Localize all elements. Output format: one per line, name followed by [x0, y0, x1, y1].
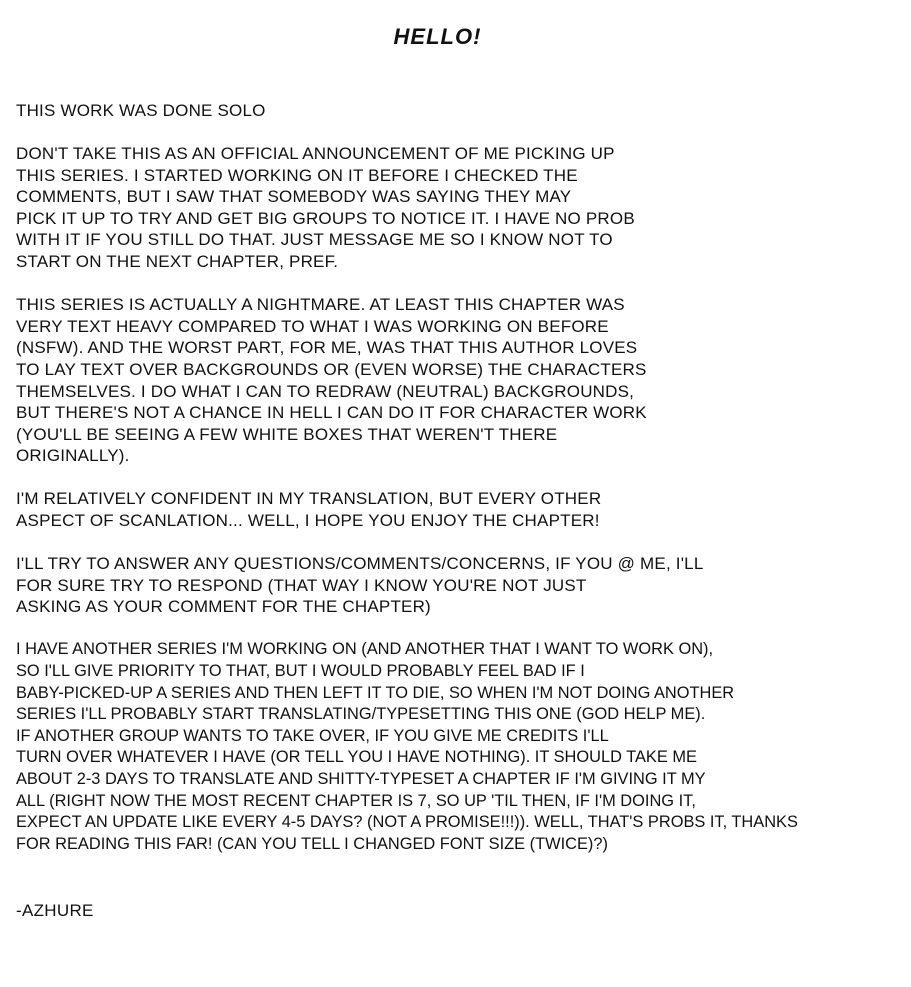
text-line: (NSFW). AND THE WORST PART, FOR ME, WAS THAT THIS AUTHOR LOVES	[16, 338, 638, 358]
text-line: VERY TEXT HEAVY COMPARED TO WHAT I WAS WORKING ON BEFORE	[16, 316, 609, 336]
text-line: IF ANOTHER GROUP WANTS TO TAKE OVER, IF YOU GIVE ME CREDITS I'LL	[16, 726, 609, 745]
text-line: ABOUT 2-3 DAYS TO TRANSLATE AND SHITTY-TYPESET A CHAPTER IF I'M GIVING IT MY	[16, 769, 706, 788]
text-line: EXPECT AN UPDATE LIKE EVERY 4-5 DAYS? (NOT A PROMISE!!!)). WELL, THAT'S PROBS IT, THANKS	[16, 813, 798, 832]
text-line: THIS WORK WAS DONE SOLO	[16, 101, 266, 120]
text-line: ASKING AS YOUR COMMENT FOR THE CHAPTER)	[16, 597, 431, 617]
text-line: SERIES I'LL PROBABLY START TRANSLATING/TYPESETTING THIS ONE (GOD HELP ME).	[16, 705, 706, 724]
text-line: ASPECT OF SCANLATION... WELL, I HOPE YOU ENJOY THE CHAPTER!	[16, 511, 600, 530]
text-line: SO I'LL GIVE PRIORITY TO THAT, BUT I WOULD PROBABLY FEEL BAD IF I	[16, 661, 585, 680]
text-line: FOR SURE TRY TO RESPOND (THAT WAY I KNOW YOU'RE NOT JUST	[16, 575, 587, 595]
text-line: ALL (RIGHT NOW THE MOST RECENT CHAPTER IS 7, SO UP 'TIL THEN, IF I'M DOING IT,	[16, 791, 696, 810]
paragraph-announcement	[16, 143, 909, 273]
text-line: I HAVE ANOTHER SERIES I'M WORKING ON (AND ANOTHER THAT I WANT TO WORK ON),	[16, 640, 714, 659]
text-line: COMMENTS, BUT I SAW THAT SOMEBODY WAS SAYING THEY MAY	[16, 187, 572, 207]
note-body	[16, 100, 909, 877]
text-line: TO LAY TEXT OVER BACKGROUNDS OR (EVEN WORSE) THE CHARACTERS	[16, 359, 647, 379]
signature: -AZHURE	[16, 901, 94, 920]
text-line: BABY-PICKED-UP A SERIES AND THEN LEFT IT TO DIE, SO WHEN I'M NOT DOING ANOTHER	[16, 683, 735, 702]
page-title: HELLO!	[393, 24, 482, 49]
text-line: THIS SERIES. I STARTED WORKING ON IT BEFORE I CHECKED THE	[16, 165, 578, 185]
paragraph-solo	[16, 100, 909, 122]
text-line: THEMSELVES. I DO WHAT I CAN TO REDRAW (NEUTRAL) BACKGROUNDS,	[16, 381, 635, 401]
paragraph-questions	[16, 553, 909, 618]
text-line: (YOU'LL BE SEEING A FEW WHITE BOXES THAT WEREN'T THERE	[16, 424, 558, 444]
paragraph-other-series	[16, 639, 909, 855]
text-line: ORIGINALLY).	[16, 446, 130, 466]
text-line: START ON THE NEXT CHAPTER, PREF.	[16, 252, 339, 272]
text-line: WITH IT IF YOU STILL DO THAT. JUST MESSAGE ME SO I KNOW NOT TO	[16, 230, 613, 250]
text-line: I'M RELATIVELY CONFIDENT IN MY TRANSLATION, BUT EVERY OTHER	[16, 489, 602, 509]
paragraph-translation	[16, 488, 909, 531]
text-line: FOR READING THIS FAR! (CAN YOU TELL I CHANGED FONT SIZE (TWICE)?)	[16, 834, 608, 853]
text-line: BUT THERE'S NOT A CHANCE IN HELL I CAN DO IT FOR CHARACTER WORK	[16, 403, 647, 423]
text-line: TURN OVER WHATEVER I HAVE (OR TELL YOU I HAVE NOTHING). IT SHOULD TAKE ME	[16, 748, 697, 767]
text-line: THIS SERIES IS ACTUALLY A NIGHTMARE. AT LEAST THIS CHAPTER WAS	[16, 295, 625, 315]
text-line: DON'T TAKE THIS AS AN OFFICIAL ANNOUNCEMENT OF ME PICKING UP	[16, 144, 615, 164]
text-line: I'LL TRY TO ANSWER ANY QUESTIONS/COMMENTS/CONCERNS, IF YOU @ ME, I'LL	[16, 554, 704, 574]
text-line: PICK IT UP TO TRY AND GET BIG GROUPS TO NOTICE IT. I HAVE NO PROB	[16, 208, 635, 228]
paragraph-nightmare	[16, 294, 909, 467]
